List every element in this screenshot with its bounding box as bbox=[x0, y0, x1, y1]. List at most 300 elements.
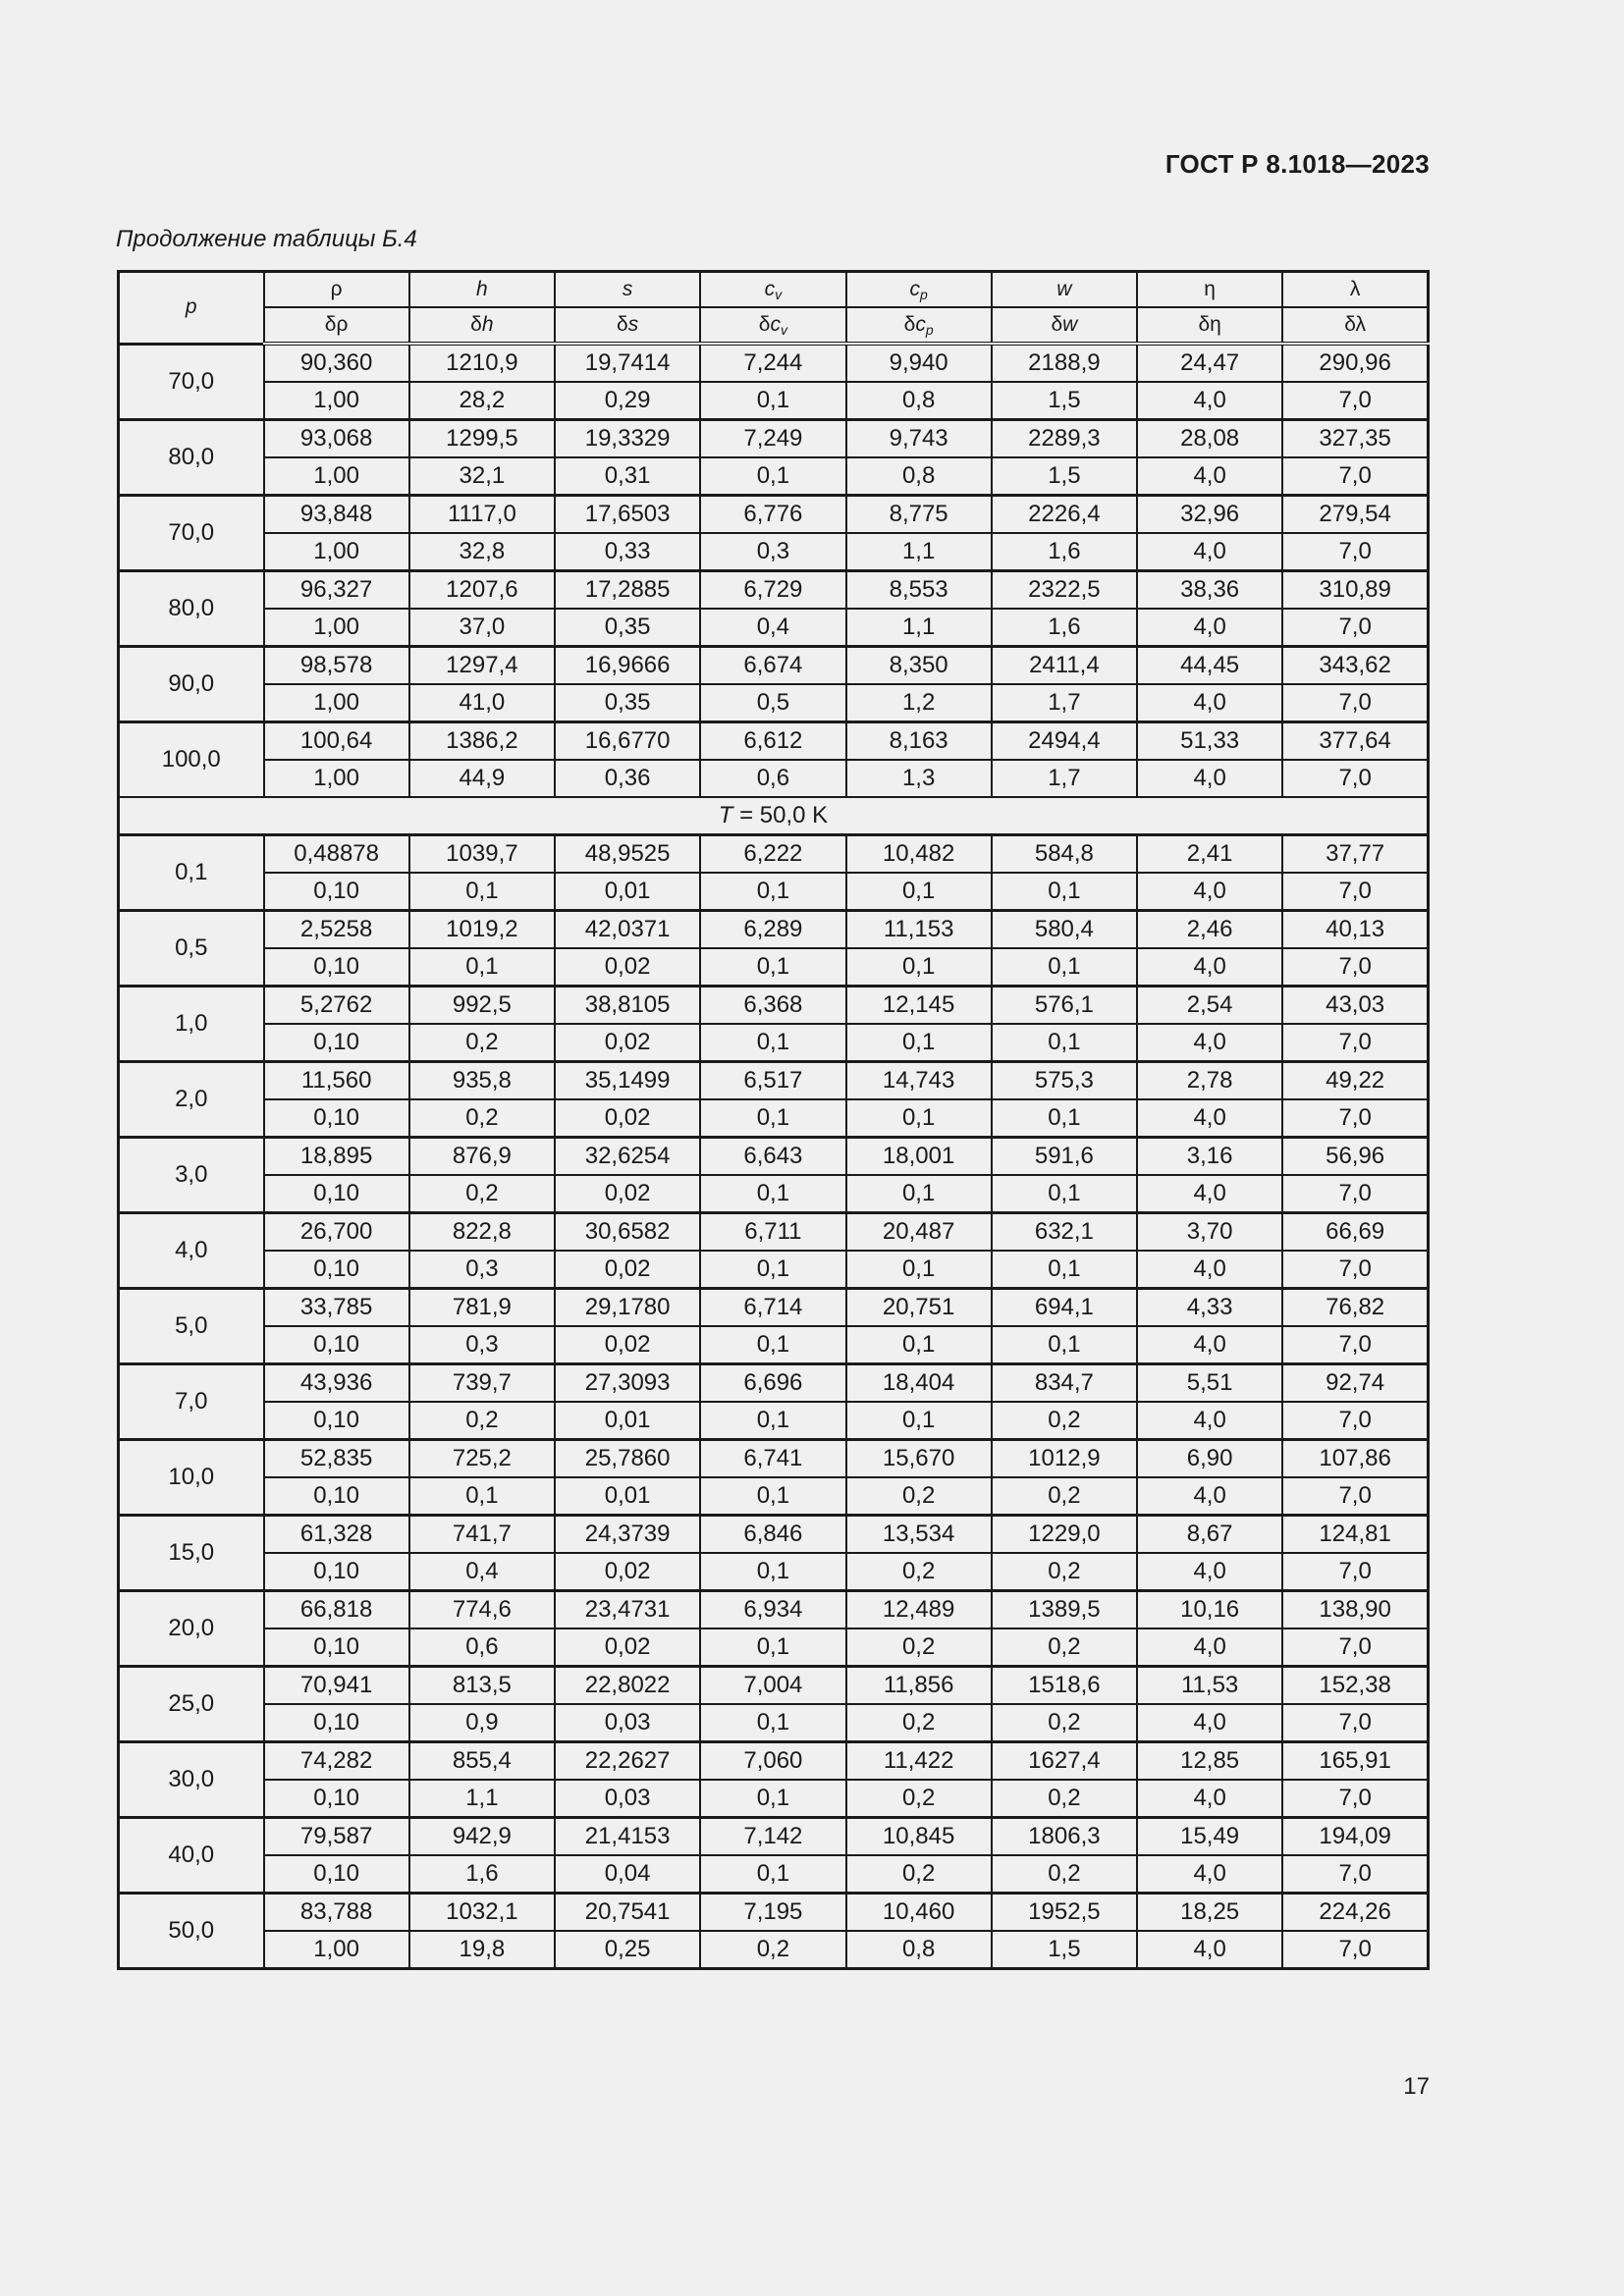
table-row bbox=[119, 1742, 1429, 1781]
table-row bbox=[119, 571, 1429, 610]
uncertainty-cell: 0,25 bbox=[555, 1931, 700, 1969]
value-cell: 5,2762 bbox=[264, 987, 409, 1025]
uncertainty-cell: 0,1 bbox=[409, 1477, 555, 1516]
uncertainty-cell: 0,1 bbox=[409, 873, 555, 911]
uncertainty-cell: 4,0 bbox=[1137, 533, 1282, 571]
value-cell: 739,7 bbox=[409, 1364, 555, 1403]
value-cell: 21,4153 bbox=[555, 1818, 700, 1856]
table-row bbox=[119, 835, 1429, 874]
value-cell: 2,54 bbox=[1137, 987, 1282, 1025]
pressure-cell: 70,0 bbox=[119, 496, 264, 571]
uncertainty-cell: 0,2 bbox=[409, 1024, 555, 1062]
uncertainty-cell: 0,10 bbox=[264, 1477, 409, 1516]
value-cell: 79,587 bbox=[264, 1818, 409, 1856]
uncertainty-cell: 0,01 bbox=[555, 1477, 700, 1516]
header-rho: ρ bbox=[264, 272, 409, 308]
value-cell: 1039,7 bbox=[409, 835, 555, 874]
uncertainty-cell: 7,0 bbox=[1282, 1402, 1428, 1440]
header-row-values bbox=[119, 272, 1429, 308]
uncertainty-cell: 0,1 bbox=[846, 1326, 992, 1364]
value-cell: 7,195 bbox=[700, 1894, 845, 1932]
header-row-uncertainty bbox=[119, 307, 1429, 344]
value-cell: 98,578 bbox=[264, 647, 409, 685]
uncertainty-cell: 7,0 bbox=[1282, 948, 1428, 987]
value-cell: 7,004 bbox=[700, 1667, 845, 1705]
value-cell: 66,69 bbox=[1282, 1213, 1428, 1252]
value-cell: 7,060 bbox=[700, 1742, 845, 1781]
value-cell: 741,7 bbox=[409, 1516, 555, 1554]
value-cell: 1389,5 bbox=[992, 1591, 1137, 1629]
value-cell: 6,222 bbox=[700, 835, 845, 874]
uncertainty-cell: 1,2 bbox=[846, 684, 992, 722]
value-cell: 6,90 bbox=[1137, 1440, 1282, 1478]
uncertainty-cell: 1,5 bbox=[992, 457, 1137, 496]
uncertainty-cell: 1,5 bbox=[992, 382, 1137, 420]
value-cell: 2,41 bbox=[1137, 835, 1282, 874]
uncertainty-cell: 0,1 bbox=[700, 1704, 845, 1742]
value-cell: 834,7 bbox=[992, 1364, 1137, 1403]
value-cell: 100,64 bbox=[264, 722, 409, 761]
section-row bbox=[119, 797, 1429, 835]
uncertainty-cell: 0,01 bbox=[555, 873, 700, 911]
uncertainty-cell: 4,0 bbox=[1137, 1251, 1282, 1289]
uncertainty-cell: 1,00 bbox=[264, 760, 409, 797]
uncertainty-cell: 0,29 bbox=[555, 382, 700, 420]
value-cell: 7,249 bbox=[700, 420, 845, 458]
pressure-cell: 2,0 bbox=[119, 1062, 264, 1138]
value-cell: 5,51 bbox=[1137, 1364, 1282, 1403]
uncertainty-cell: 0,1 bbox=[700, 1326, 845, 1364]
value-cell: 7,142 bbox=[700, 1818, 845, 1856]
uncertainty-cell: 19,8 bbox=[409, 1931, 555, 1969]
uncertainty-cell: 0,10 bbox=[264, 1402, 409, 1440]
value-cell: 632,1 bbox=[992, 1213, 1137, 1252]
uncertainty-cell: 0,10 bbox=[264, 1251, 409, 1289]
uncertainty-cell: 28,2 bbox=[409, 382, 555, 420]
value-cell: 24,47 bbox=[1137, 344, 1282, 382]
uncertainty-cell: 1,00 bbox=[264, 1931, 409, 1969]
value-cell: 10,482 bbox=[846, 835, 992, 874]
uncertainty-cell: 0,9 bbox=[409, 1704, 555, 1742]
table-header bbox=[119, 272, 1429, 345]
value-cell: 6,934 bbox=[700, 1591, 845, 1629]
uncertainty-cell: 0,02 bbox=[555, 1175, 700, 1213]
uncertainty-cell: 7,0 bbox=[1282, 1629, 1428, 1667]
uncertainty-cell: 0,1 bbox=[846, 1402, 992, 1440]
table-row bbox=[119, 911, 1429, 949]
table-row bbox=[119, 1326, 1429, 1364]
uncertainty-cell: 0,1 bbox=[700, 457, 845, 496]
uncertainty-cell: 0,2 bbox=[846, 1553, 992, 1591]
value-cell: 1518,6 bbox=[992, 1667, 1137, 1705]
value-cell: 11,560 bbox=[264, 1062, 409, 1100]
pressure-cell: 90,0 bbox=[119, 647, 264, 722]
value-cell: 32,96 bbox=[1137, 496, 1282, 534]
value-cell: 13,534 bbox=[846, 1516, 992, 1554]
value-cell: 52,835 bbox=[264, 1440, 409, 1478]
uncertainty-cell: 0,2 bbox=[992, 1780, 1137, 1818]
uncertainty-cell: 1,00 bbox=[264, 382, 409, 420]
value-cell: 92,74 bbox=[1282, 1364, 1428, 1403]
uncertainty-cell: 0,1 bbox=[992, 1326, 1137, 1364]
uncertainty-cell: 0,1 bbox=[700, 873, 845, 911]
value-cell: 40,13 bbox=[1282, 911, 1428, 949]
value-cell: 44,45 bbox=[1137, 647, 1282, 685]
value-cell: 29,1780 bbox=[555, 1289, 700, 1327]
value-cell: 10,460 bbox=[846, 1894, 992, 1932]
table-row bbox=[119, 1440, 1429, 1478]
value-cell: 813,5 bbox=[409, 1667, 555, 1705]
uncertainty-cell: 0,10 bbox=[264, 948, 409, 987]
value-cell: 10,845 bbox=[846, 1818, 992, 1856]
value-cell: 992,5 bbox=[409, 987, 555, 1025]
pressure-cell: 0,1 bbox=[119, 835, 264, 911]
value-cell: 584,8 bbox=[992, 835, 1137, 874]
value-cell: 6,776 bbox=[700, 496, 845, 534]
value-cell: 38,8105 bbox=[555, 987, 700, 1025]
uncertainty-cell: 0,2 bbox=[409, 1402, 555, 1440]
value-cell: 694,1 bbox=[992, 1289, 1137, 1327]
uncertainty-cell: 4,0 bbox=[1137, 382, 1282, 420]
uncertainty-cell: 0,10 bbox=[264, 1855, 409, 1894]
uncertainty-cell: 1,7 bbox=[992, 684, 1137, 722]
uncertainty-cell: 0,04 bbox=[555, 1855, 700, 1894]
table-row bbox=[119, 496, 1429, 534]
value-cell: 33,785 bbox=[264, 1289, 409, 1327]
uncertainty-cell: 4,0 bbox=[1137, 1855, 1282, 1894]
table-row bbox=[119, 1364, 1429, 1403]
value-cell: 20,487 bbox=[846, 1213, 992, 1252]
uncertainty-cell: 4,0 bbox=[1137, 457, 1282, 496]
value-cell: 152,38 bbox=[1282, 1667, 1428, 1705]
uncertainty-cell: 0,2 bbox=[700, 1931, 845, 1969]
value-cell: 107,86 bbox=[1282, 1440, 1428, 1478]
table-row bbox=[119, 987, 1429, 1025]
uncertainty-cell: 0,36 bbox=[555, 760, 700, 797]
value-cell: 20,751 bbox=[846, 1289, 992, 1327]
value-cell: 6,714 bbox=[700, 1289, 845, 1327]
pressure-cell: 25,0 bbox=[119, 1667, 264, 1742]
value-cell: 12,145 bbox=[846, 987, 992, 1025]
uncertainty-cell: 0,10 bbox=[264, 1175, 409, 1213]
uncertainty-cell: 0,4 bbox=[700, 609, 845, 647]
uncertainty-cell: 0,8 bbox=[846, 382, 992, 420]
table-row bbox=[119, 457, 1429, 496]
value-cell: 279,54 bbox=[1282, 496, 1428, 534]
uncertainty-cell: 0,1 bbox=[700, 948, 845, 987]
pressure-cell: 3,0 bbox=[119, 1138, 264, 1213]
table-row bbox=[119, 1402, 1429, 1440]
uncertainty-cell: 7,0 bbox=[1282, 533, 1428, 571]
header-d-h: δh bbox=[409, 307, 555, 344]
value-cell: 6,368 bbox=[700, 987, 845, 1025]
value-cell: 377,64 bbox=[1282, 722, 1428, 761]
value-cell: 35,1499 bbox=[555, 1062, 700, 1100]
value-cell: 4,33 bbox=[1137, 1289, 1282, 1327]
value-cell: 42,0371 bbox=[555, 911, 700, 949]
header-d-eta: δη bbox=[1137, 307, 1282, 344]
table-row bbox=[119, 948, 1429, 987]
uncertainty-cell: 0,2 bbox=[846, 1629, 992, 1667]
value-cell: 8,67 bbox=[1137, 1516, 1282, 1554]
pressure-cell: 4,0 bbox=[119, 1213, 264, 1289]
table-row bbox=[119, 1931, 1429, 1969]
value-cell: 70,941 bbox=[264, 1667, 409, 1705]
value-cell: 2289,3 bbox=[992, 420, 1137, 458]
value-cell: 11,422 bbox=[846, 1742, 992, 1781]
value-cell: 876,9 bbox=[409, 1138, 555, 1176]
uncertainty-cell: 1,00 bbox=[264, 609, 409, 647]
value-cell: 8,350 bbox=[846, 647, 992, 685]
value-cell: 2,78 bbox=[1137, 1062, 1282, 1100]
value-cell: 16,9666 bbox=[555, 647, 700, 685]
table-row bbox=[119, 1667, 1429, 1705]
uncertainty-cell: 0,1 bbox=[846, 1175, 992, 1213]
uncertainty-cell: 0,8 bbox=[846, 457, 992, 496]
value-cell: 17,2885 bbox=[555, 571, 700, 610]
uncertainty-cell: 0,2 bbox=[846, 1855, 992, 1894]
uncertainty-cell: 0,2 bbox=[409, 1099, 555, 1138]
value-cell: 165,91 bbox=[1282, 1742, 1428, 1781]
value-cell: 942,9 bbox=[409, 1818, 555, 1856]
header-d-lambda: δλ bbox=[1282, 307, 1428, 344]
pressure-cell: 15,0 bbox=[119, 1516, 264, 1591]
header-cv: $c_v$ bbox=[700, 272, 845, 308]
uncertainty-cell: 32,8 bbox=[409, 533, 555, 571]
value-cell: 2322,5 bbox=[992, 571, 1137, 610]
uncertainty-cell: 32,1 bbox=[409, 457, 555, 496]
uncertainty-cell: 0,1 bbox=[992, 1024, 1137, 1062]
value-cell: 12,85 bbox=[1137, 1742, 1282, 1781]
value-cell: 10,16 bbox=[1137, 1591, 1282, 1629]
uncertainty-cell: 0,31 bbox=[555, 457, 700, 496]
uncertainty-cell: 1,5 bbox=[992, 1931, 1137, 1969]
uncertainty-cell: 37,0 bbox=[409, 609, 555, 647]
table-row bbox=[119, 609, 1429, 647]
uncertainty-cell: 0,1 bbox=[700, 1024, 845, 1062]
header-d-w: δw bbox=[992, 307, 1137, 344]
value-cell: 43,936 bbox=[264, 1364, 409, 1403]
uncertainty-cell: 4,0 bbox=[1137, 1175, 1282, 1213]
table-row bbox=[119, 1894, 1429, 1932]
value-cell: 580,4 bbox=[992, 911, 1137, 949]
value-cell: 310,89 bbox=[1282, 571, 1428, 610]
uncertainty-cell: 0,2 bbox=[992, 1704, 1137, 1742]
uncertainty-cell: 4,0 bbox=[1137, 1931, 1282, 1969]
value-cell: 38,36 bbox=[1137, 571, 1282, 610]
table-row bbox=[119, 344, 1429, 382]
uncertainty-cell: 0,1 bbox=[700, 1099, 845, 1138]
value-cell: 8,775 bbox=[846, 496, 992, 534]
table-row bbox=[119, 1213, 1429, 1252]
value-cell: 1952,5 bbox=[992, 1894, 1137, 1932]
value-cell: 6,674 bbox=[700, 647, 845, 685]
uncertainty-cell: 7,0 bbox=[1282, 760, 1428, 797]
uncertainty-cell: 7,0 bbox=[1282, 1477, 1428, 1516]
value-cell: 1386,2 bbox=[409, 722, 555, 761]
uncertainty-cell: 44,9 bbox=[409, 760, 555, 797]
value-cell: 781,9 bbox=[409, 1289, 555, 1327]
value-cell: 725,2 bbox=[409, 1440, 555, 1478]
value-cell: 1210,9 bbox=[409, 344, 555, 382]
uncertainty-cell: 0,1 bbox=[846, 1024, 992, 1062]
table-row bbox=[119, 1553, 1429, 1591]
uncertainty-cell: 7,0 bbox=[1282, 1251, 1428, 1289]
value-cell: 20,7541 bbox=[555, 1894, 700, 1932]
value-cell: 0,48878 bbox=[264, 835, 409, 874]
value-cell: 96,327 bbox=[264, 571, 409, 610]
value-cell: 61,328 bbox=[264, 1516, 409, 1554]
value-cell: 22,2627 bbox=[555, 1742, 700, 1781]
uncertainty-cell: 7,0 bbox=[1282, 684, 1428, 722]
uncertainty-cell: 7,0 bbox=[1282, 1175, 1428, 1213]
value-cell: 48,9525 bbox=[555, 835, 700, 874]
uncertainty-cell: 0,03 bbox=[555, 1780, 700, 1818]
uncertainty-cell: 4,0 bbox=[1137, 1477, 1282, 1516]
value-cell: 18,25 bbox=[1137, 1894, 1282, 1932]
uncertainty-cell: 7,0 bbox=[1282, 609, 1428, 647]
header-d-cv: $\delta c_v$ bbox=[700, 307, 845, 344]
uncertainty-cell: 1,6 bbox=[992, 609, 1137, 647]
value-cell: 1117,0 bbox=[409, 496, 555, 534]
table-body bbox=[119, 344, 1429, 1969]
value-cell: 30,6582 bbox=[555, 1213, 700, 1252]
uncertainty-cell: 0,1 bbox=[700, 1553, 845, 1591]
value-cell: 1207,6 bbox=[409, 571, 555, 610]
uncertainty-cell: 4,0 bbox=[1137, 1553, 1282, 1591]
value-cell: 17,6503 bbox=[555, 496, 700, 534]
page-number: 17 bbox=[1403, 2073, 1430, 2100]
header-h: h bbox=[409, 272, 555, 308]
uncertainty-cell: 0,1 bbox=[992, 1251, 1137, 1289]
header-lambda: λ bbox=[1282, 272, 1428, 308]
uncertainty-cell: 0,10 bbox=[264, 1780, 409, 1818]
value-cell: 19,7414 bbox=[555, 344, 700, 382]
uncertainty-cell: 0,10 bbox=[264, 1553, 409, 1591]
uncertainty-cell: 0,33 bbox=[555, 533, 700, 571]
uncertainty-cell: 1,00 bbox=[264, 684, 409, 722]
value-cell: 74,282 bbox=[264, 1742, 409, 1781]
header-d-cp: $\delta c_p$ bbox=[846, 307, 992, 344]
uncertainty-cell: 4,0 bbox=[1137, 760, 1282, 797]
value-cell: 1032,1 bbox=[409, 1894, 555, 1932]
value-cell: 93,848 bbox=[264, 496, 409, 534]
uncertainty-cell: 0,2 bbox=[992, 1402, 1137, 1440]
uncertainty-cell: 0,35 bbox=[555, 684, 700, 722]
value-cell: 43,03 bbox=[1282, 987, 1428, 1025]
value-cell: 49,22 bbox=[1282, 1062, 1428, 1100]
value-cell: 37,77 bbox=[1282, 835, 1428, 874]
uncertainty-cell: 4,0 bbox=[1137, 1704, 1282, 1742]
value-cell: 591,6 bbox=[992, 1138, 1137, 1176]
value-cell: 51,33 bbox=[1137, 722, 1282, 761]
value-cell: 6,696 bbox=[700, 1364, 845, 1403]
uncertainty-cell: 7,0 bbox=[1282, 1024, 1428, 1062]
uncertainty-cell: 4,0 bbox=[1137, 948, 1282, 987]
uncertainty-cell: 0,02 bbox=[555, 1553, 700, 1591]
table-row bbox=[119, 873, 1429, 911]
uncertainty-cell: 0,10 bbox=[264, 1099, 409, 1138]
value-cell: 11,856 bbox=[846, 1667, 992, 1705]
value-cell: 576,1 bbox=[992, 987, 1137, 1025]
value-cell: 18,001 bbox=[846, 1138, 992, 1176]
table-row bbox=[119, 1175, 1429, 1213]
value-cell: 6,643 bbox=[700, 1138, 845, 1176]
value-cell: 2188,9 bbox=[992, 344, 1137, 382]
uncertainty-cell: 0,1 bbox=[992, 873, 1137, 911]
table-row bbox=[119, 722, 1429, 761]
value-cell: 6,729 bbox=[700, 571, 845, 610]
value-cell: 16,6770 bbox=[555, 722, 700, 761]
uncertainty-cell: 0,1 bbox=[700, 1629, 845, 1667]
uncertainty-cell: 7,0 bbox=[1282, 1326, 1428, 1364]
value-cell: 3,70 bbox=[1137, 1213, 1282, 1252]
value-cell: 22,8022 bbox=[555, 1667, 700, 1705]
uncertainty-cell: 0,2 bbox=[992, 1477, 1137, 1516]
table-row bbox=[119, 1289, 1429, 1327]
table-row bbox=[119, 533, 1429, 571]
table-caption: Продолжение таблицы Б.4 bbox=[116, 226, 417, 252]
uncertainty-cell: 0,02 bbox=[555, 1629, 700, 1667]
uncertainty-cell: 1,6 bbox=[992, 533, 1137, 571]
value-cell: 83,788 bbox=[264, 1894, 409, 1932]
uncertainty-cell: 4,0 bbox=[1137, 873, 1282, 911]
value-cell: 2,5258 bbox=[264, 911, 409, 949]
table-row bbox=[119, 1024, 1429, 1062]
value-cell: 7,244 bbox=[700, 344, 845, 382]
uncertainty-cell: 1,1 bbox=[846, 609, 992, 647]
value-cell: 15,49 bbox=[1137, 1818, 1282, 1856]
table-row bbox=[119, 1704, 1429, 1742]
uncertainty-cell: 4,0 bbox=[1137, 1099, 1282, 1138]
table-row bbox=[119, 1780, 1429, 1818]
pressure-cell: 100,0 bbox=[119, 722, 264, 798]
value-cell: 15,670 bbox=[846, 1440, 992, 1478]
value-cell: 26,700 bbox=[264, 1213, 409, 1252]
table-row bbox=[119, 1591, 1429, 1629]
value-cell: 14,743 bbox=[846, 1062, 992, 1100]
uncertainty-cell: 0,2 bbox=[846, 1477, 992, 1516]
table-row bbox=[119, 1629, 1429, 1667]
value-cell: 8,553 bbox=[846, 571, 992, 610]
uncertainty-cell: 0,3 bbox=[409, 1251, 555, 1289]
value-cell: 290,96 bbox=[1282, 344, 1428, 382]
value-cell: 9,743 bbox=[846, 420, 992, 458]
value-cell: 1019,2 bbox=[409, 911, 555, 949]
uncertainty-cell: 0,2 bbox=[992, 1855, 1137, 1894]
pressure-cell: 5,0 bbox=[119, 1289, 264, 1364]
uncertainty-cell: 1,3 bbox=[846, 760, 992, 797]
value-cell: 575,3 bbox=[992, 1062, 1137, 1100]
pressure-cell: 1,0 bbox=[119, 987, 264, 1062]
value-cell: 24,3739 bbox=[555, 1516, 700, 1554]
value-cell: 32,6254 bbox=[555, 1138, 700, 1176]
value-cell: 12,489 bbox=[846, 1591, 992, 1629]
uncertainty-cell: 0,1 bbox=[846, 873, 992, 911]
value-cell: 1229,0 bbox=[992, 1516, 1137, 1554]
uncertainty-cell: 7,0 bbox=[1282, 382, 1428, 420]
value-cell: 3,16 bbox=[1137, 1138, 1282, 1176]
value-cell: 76,82 bbox=[1282, 1289, 1428, 1327]
value-cell: 25,7860 bbox=[555, 1440, 700, 1478]
uncertainty-cell: 0,1 bbox=[700, 1402, 845, 1440]
uncertainty-cell: 0,1 bbox=[846, 948, 992, 987]
table-row bbox=[119, 1516, 1429, 1554]
table-row bbox=[119, 1251, 1429, 1289]
uncertainty-cell: 7,0 bbox=[1282, 1553, 1428, 1591]
value-cell: 23,4731 bbox=[555, 1591, 700, 1629]
uncertainty-cell: 41,0 bbox=[409, 684, 555, 722]
